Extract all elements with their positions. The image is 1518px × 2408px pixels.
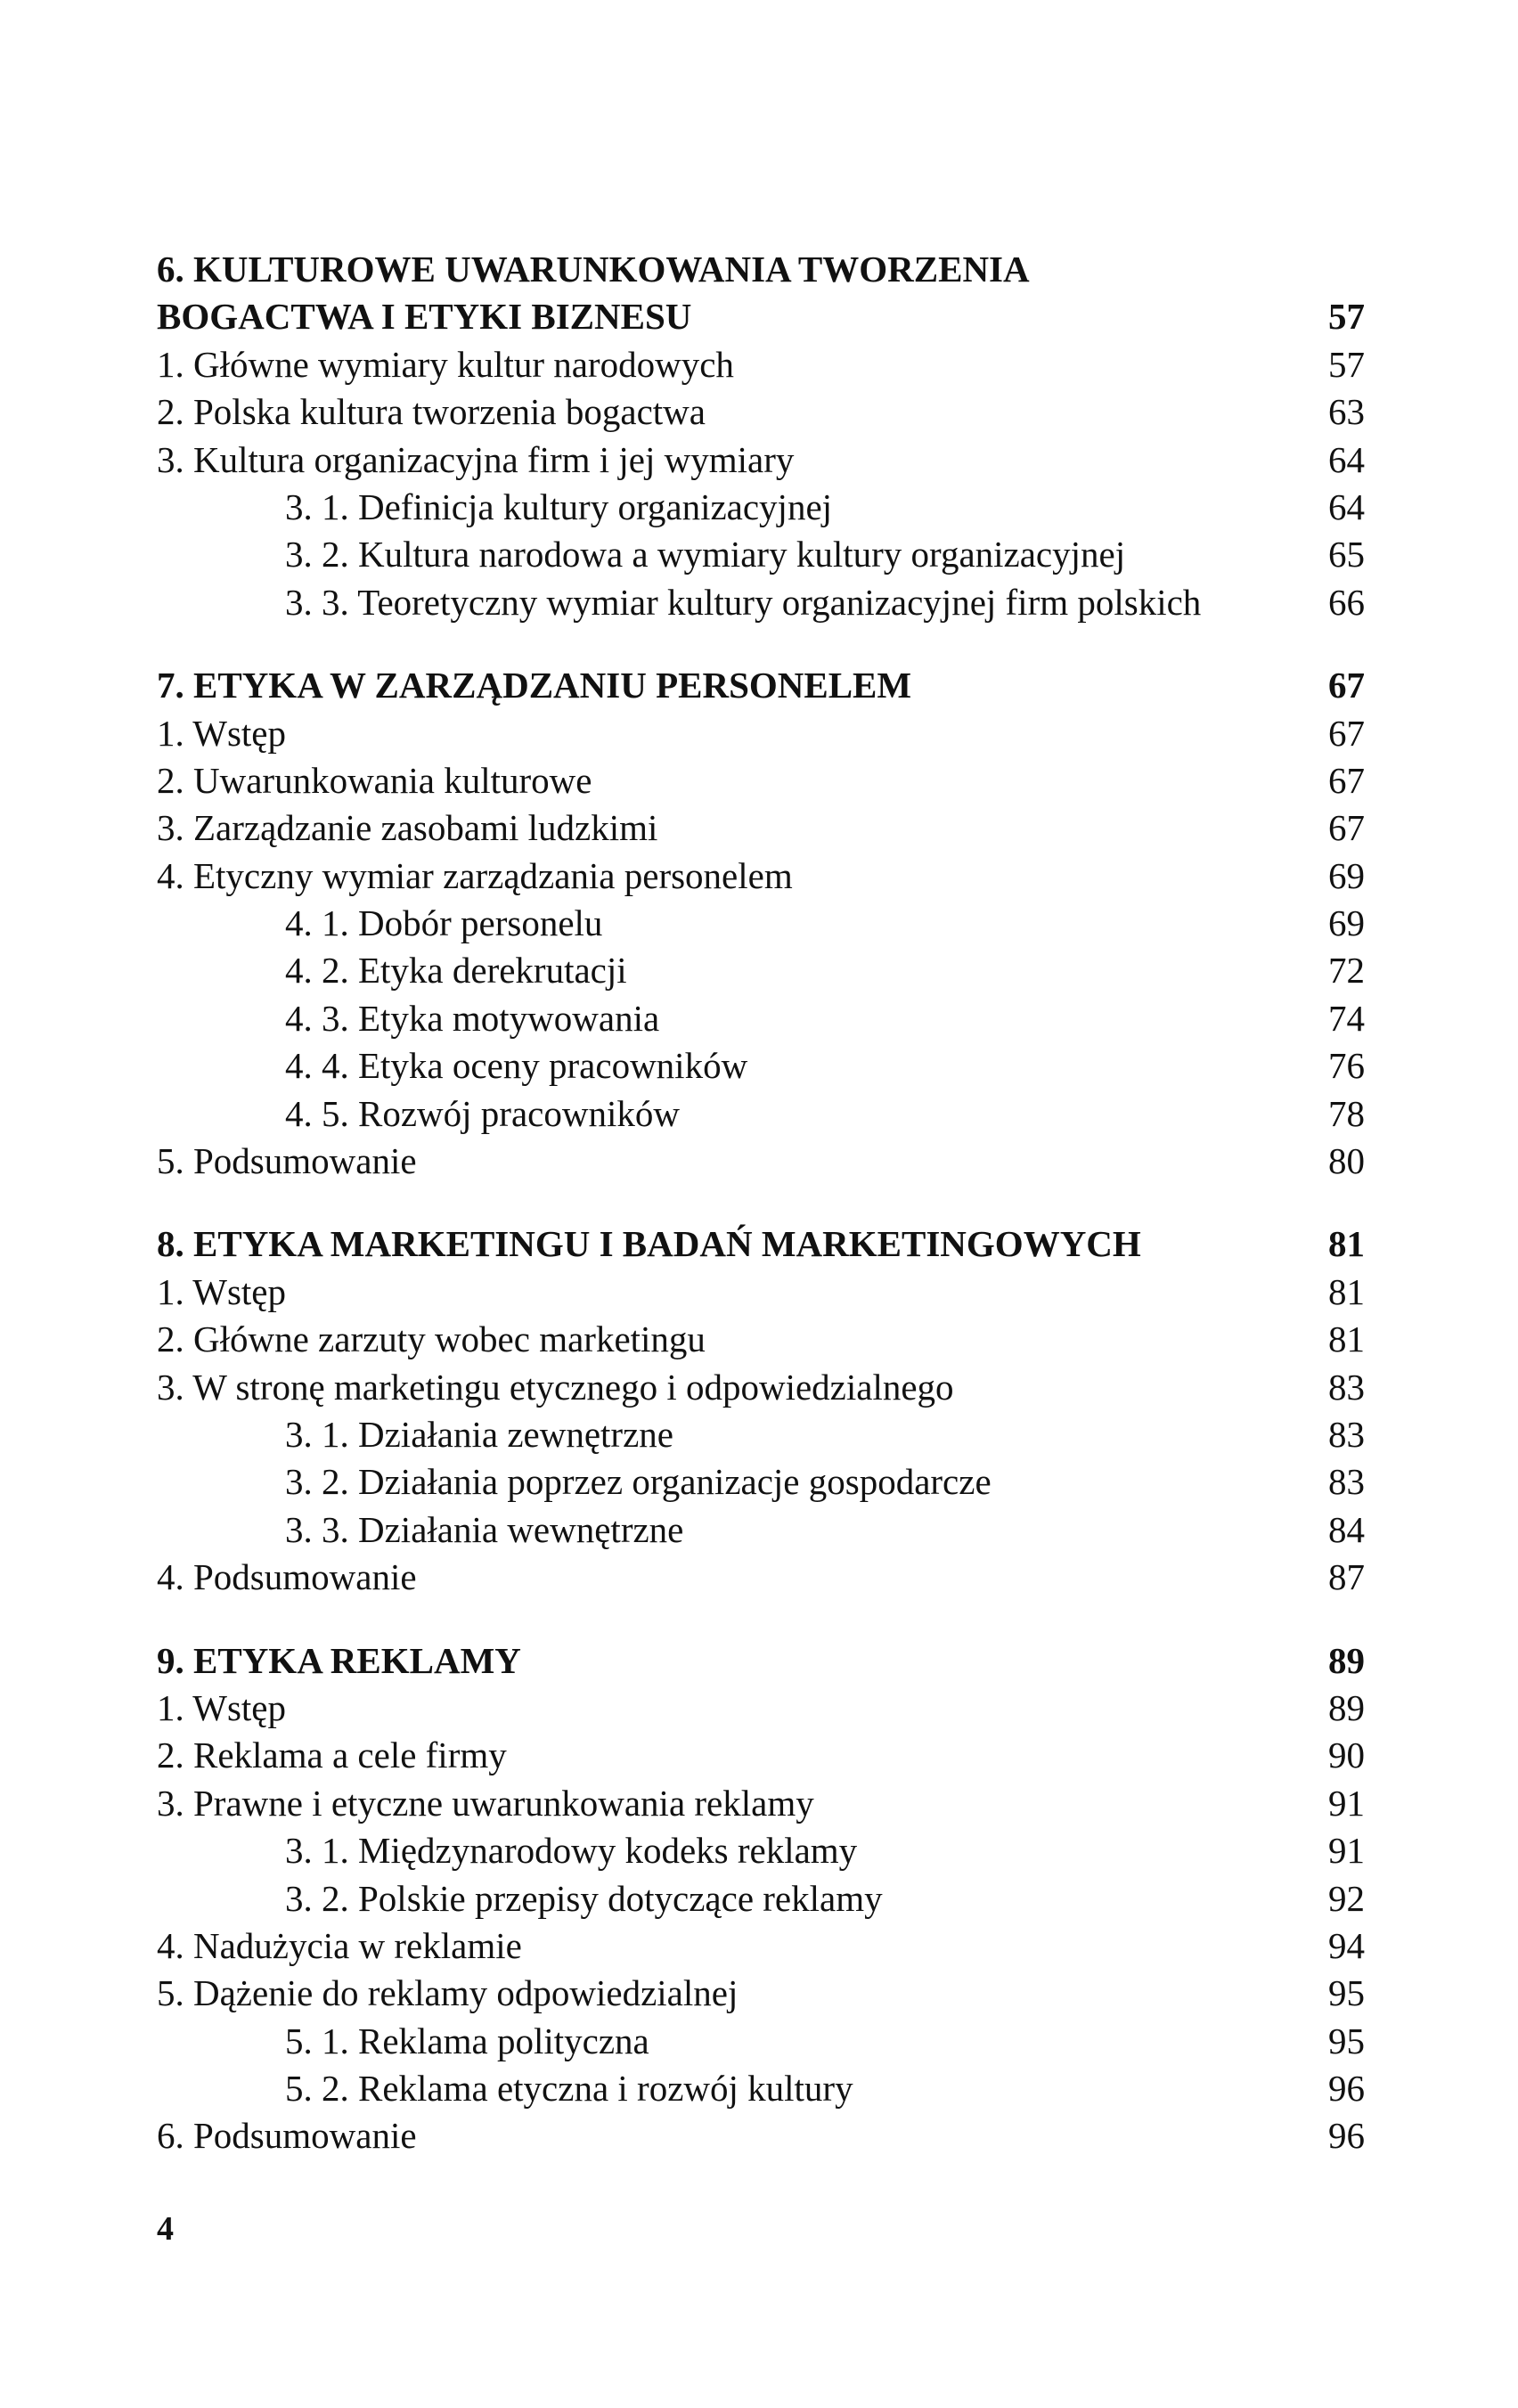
toc-entry-page: 78 xyxy=(1328,1092,1365,1134)
toc-entry-page: 76 xyxy=(1328,1045,1365,1087)
toc-entry xyxy=(157,1269,1365,1316)
toc-entry-text: 5. 2. Reklama etyczna i rozwój kultury xyxy=(285,2068,853,2110)
toc-subentry xyxy=(157,531,1365,578)
toc-entry-text: 3. Prawne i etyczne uwarunkowania reklamy xyxy=(157,1782,814,1824)
toc-entry-page: 67 xyxy=(1328,759,1365,801)
toc-entry-text: 5. 1. Reklama polityczna xyxy=(285,2020,649,2061)
toc-entry-page: 57 xyxy=(1328,343,1365,385)
section-title-page: 67 xyxy=(1328,665,1365,706)
toc-entry-text: 6. Podsumowanie xyxy=(157,2115,417,2157)
toc-subentry xyxy=(157,2065,1365,2112)
toc-entry xyxy=(157,710,1365,757)
section-title-line xyxy=(157,293,1365,340)
toc-entry-page: 69 xyxy=(1328,902,1365,944)
toc-entry-text: 5. Dążenie do reklamy odpowiedzialnej xyxy=(157,1972,739,2014)
toc-entry-page: 96 xyxy=(1328,2115,1365,2157)
toc-entry xyxy=(157,1685,1365,1732)
section-title-page: 57 xyxy=(1328,296,1365,338)
toc-entry-text: 5. Podsumowanie xyxy=(157,1140,417,1182)
toc-entry-page: 91 xyxy=(1328,1782,1365,1824)
section-title-page: 81 xyxy=(1328,1223,1365,1265)
toc-section-9 xyxy=(157,1637,1365,2160)
toc-entry-text: 4. 5. Rozwój pracowników xyxy=(285,1092,680,1134)
toc-entry-page: 67 xyxy=(1328,807,1365,849)
section-title-line xyxy=(157,1220,1365,1268)
toc-entry-text: 4. Etyczny wymiar zarządzania personelem xyxy=(157,854,793,896)
toc-entry-page: 95 xyxy=(1328,1972,1365,2014)
toc-entry-page: 64 xyxy=(1328,438,1365,480)
toc-entry-page: 66 xyxy=(1328,581,1365,623)
toc-entry-text: 2. Uwarunkowania kulturowe xyxy=(157,759,592,801)
toc-entry-text: 4. 2. Etyka derekrutacji xyxy=(285,950,627,992)
toc-subentry xyxy=(157,1411,1365,1458)
toc-subentry xyxy=(157,995,1365,1042)
toc-entry-text: 1. Wstęp xyxy=(157,712,287,754)
toc-entry-text: 3. 2. Polskie przepisy dotyczące reklamy xyxy=(285,1877,883,1919)
toc-entry-text: 3. 3. Działania wewnętrzne xyxy=(285,1508,684,1550)
toc-entry-text: 3. 2. Działania poprzez organizacje gospodarcze xyxy=(285,1461,992,1503)
toc-entry xyxy=(157,1922,1365,1970)
toc-entry-page: 72 xyxy=(1328,950,1365,992)
toc-entry xyxy=(157,341,1365,388)
toc-entry-text: 3. Kultura organizacyjna firm i jej wymiary xyxy=(157,438,795,480)
toc-subentry xyxy=(157,579,1365,626)
toc-section-6 xyxy=(157,246,1365,626)
toc-entry-page: 92 xyxy=(1328,1877,1365,1919)
toc-entry-page: 95 xyxy=(1328,2020,1365,2061)
toc-entry-text: 2. Główne zarzuty wobec marketingu xyxy=(157,1318,706,1360)
toc-entry-page: 96 xyxy=(1328,2068,1365,2110)
toc-subentry xyxy=(157,1090,1365,1138)
toc-entry xyxy=(157,804,1365,852)
toc-section-8 xyxy=(157,1220,1365,1601)
toc-entry-page: 64 xyxy=(1328,486,1365,527)
section-title-text: 8. ETYKA MARKETINGU I BADAŃ MARKETINGOWYCH xyxy=(157,1223,1141,1265)
table-of-contents xyxy=(157,246,1365,2196)
section-title-text: BOGACTWA I ETYKI BIZNESU xyxy=(157,296,692,338)
toc-entry-page: 91 xyxy=(1328,1830,1365,1872)
toc-subentry xyxy=(157,2018,1365,2065)
toc-entry xyxy=(157,853,1365,900)
toc-subentry xyxy=(157,484,1365,531)
toc-entry-text: 3. Zarządzanie zasobami ludzkimi xyxy=(157,807,658,849)
toc-subentry xyxy=(157,1458,1365,1506)
toc-entry-text: 4. 4. Etyka oceny pracowników xyxy=(285,1045,748,1087)
toc-entry-page: 80 xyxy=(1328,1140,1365,1182)
toc-subentry xyxy=(157,1506,1365,1554)
toc-entry-text: 3. 1. Działania zewnętrzne xyxy=(285,1413,673,1455)
toc-entry-text: 4. 3. Etyka motywowania xyxy=(285,997,660,1039)
toc-entry-text: 3. 2. Kultura narodowa a wymiary kultury organizacyjnej xyxy=(285,534,1126,575)
section-title-page: 89 xyxy=(1328,1639,1365,1681)
toc-entry-text: 4. Podsumowanie xyxy=(157,1556,417,1598)
toc-entry xyxy=(157,1970,1365,2017)
toc-entry-text: 4. 1. Dobór personelu xyxy=(285,902,603,944)
toc-entry-page: 89 xyxy=(1328,1686,1365,1728)
toc-subentry xyxy=(157,1875,1365,1922)
toc-entry-text: 3. 1. Definicja kultury organizacyjnej xyxy=(285,486,833,527)
section-title-text: 6. KULTUROWE UWARUNKOWANIA TWORZENIA xyxy=(157,249,1030,290)
toc-entry xyxy=(157,1364,1365,1411)
toc-entry-page: 63 xyxy=(1328,391,1365,433)
toc-entry-page: 81 xyxy=(1328,1270,1365,1312)
toc-subentry xyxy=(157,1827,1365,1874)
toc-entry-text: 2. Polska kultura tworzenia bogactwa xyxy=(157,391,706,433)
toc-entry xyxy=(157,757,1365,804)
toc-entry xyxy=(157,1138,1365,1185)
toc-subentry xyxy=(157,1042,1365,1090)
toc-entry-page: 90 xyxy=(1328,1735,1365,1776)
toc-entry-page: 69 xyxy=(1328,854,1365,896)
page-number: 4 xyxy=(157,2210,174,2248)
toc-subentry xyxy=(157,900,1365,947)
toc-entry-page: 84 xyxy=(1328,1508,1365,1550)
toc-entry-page: 83 xyxy=(1328,1366,1365,1408)
toc-entry-text: 3. 1. Międzynarodowy kodeks reklamy xyxy=(285,1830,858,1872)
toc-entry xyxy=(157,1316,1365,1363)
toc-entry-page: 87 xyxy=(1328,1556,1365,1598)
toc-entry xyxy=(157,2112,1365,2159)
toc-entry-page: 83 xyxy=(1328,1413,1365,1455)
toc-entry-text: 2. Reklama a cele firmy xyxy=(157,1735,507,1776)
toc-entry-text: 4. Nadużycia w reklamie xyxy=(157,1924,522,1966)
toc-entry xyxy=(157,388,1365,436)
toc-section-7 xyxy=(157,662,1365,1185)
toc-entry-page: 74 xyxy=(1328,997,1365,1039)
section-title-text: 9. ETYKA REKLAMY xyxy=(157,1639,521,1681)
toc-entry-page: 83 xyxy=(1328,1461,1365,1503)
toc-entry-text: 1. Wstęp xyxy=(157,1686,287,1728)
toc-entry-page: 81 xyxy=(1328,1318,1365,1360)
toc-entry xyxy=(157,1780,1365,1827)
toc-entry xyxy=(157,437,1365,484)
toc-entry-text: 1. Główne wymiary kultur narodowych xyxy=(157,343,734,385)
toc-entry-page: 67 xyxy=(1328,712,1365,754)
toc-entry-text: 3. W stronę marketingu etycznego i odpowiedzialnego xyxy=(157,1366,954,1408)
toc-entry-text: 1. Wstęp xyxy=(157,1270,287,1312)
toc-entry-page: 94 xyxy=(1328,1924,1365,1966)
toc-entry-page: 65 xyxy=(1328,534,1365,575)
toc-entry xyxy=(157,1554,1365,1601)
toc-subentry xyxy=(157,947,1365,994)
section-title-line xyxy=(157,1637,1365,1685)
toc-entry-text: 3. 3. Teoretyczny wymiar kultury organizacyjnej firm polskich xyxy=(285,581,1202,623)
section-title-text: 7. ETYKA W ZARZĄDZANIU PERSONELEM xyxy=(157,665,912,706)
section-title-line xyxy=(157,246,1365,293)
toc-entry xyxy=(157,1732,1365,1779)
section-title-line xyxy=(157,662,1365,709)
